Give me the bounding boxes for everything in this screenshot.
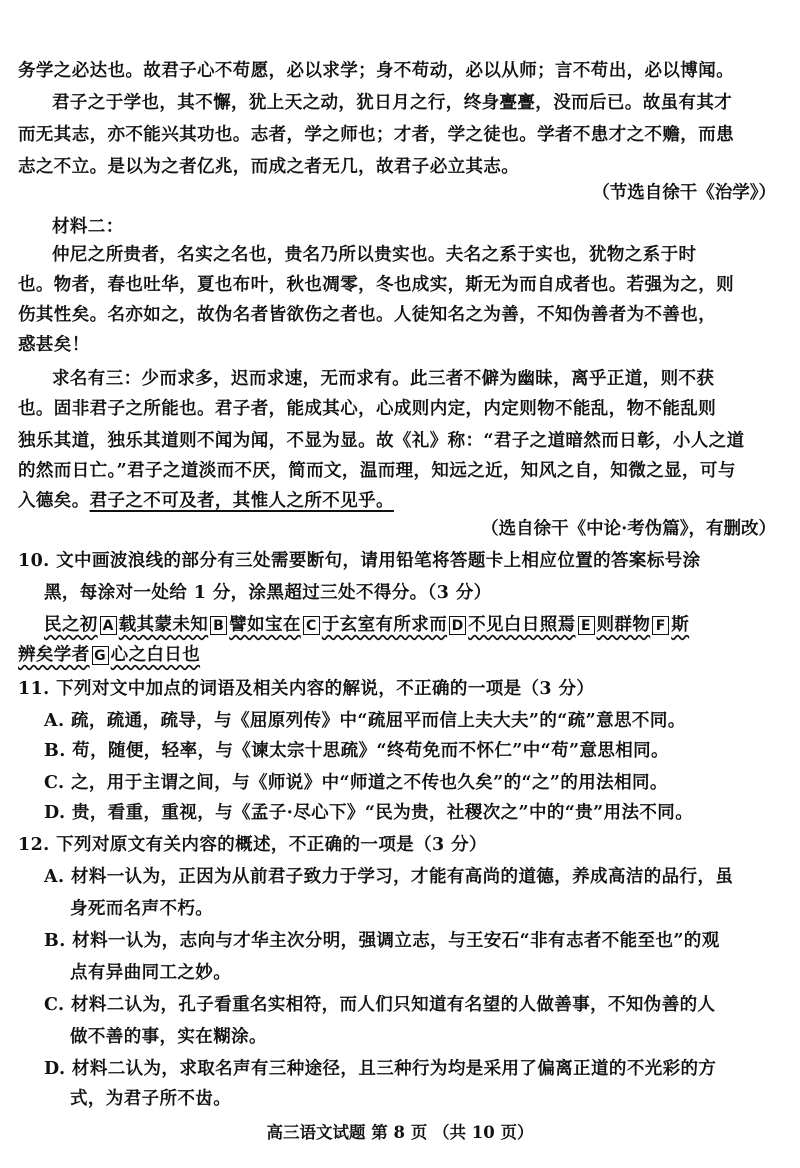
q10-text-segment: 譬如宝在 [229,615,301,635]
material2-paragraph-line [0,486,800,516]
q12-option-a: A. 材料一认为，正因为从前君子致力于学习，才能有高尚的道德，养成高洁的品行，虽 [44,867,734,887]
q12-option-d-cont: 式，为君子所不齿。 [70,1089,232,1109]
material2-paragraph-line: 也。物者，春也吐华，夏也布叶，秋也凋零，冬也成实，斯无为而自成者也。若强为之，则 [18,275,734,295]
q12-stem: 12. 下列对原文有关内容的概述，不正确的一项是（3 分） [18,835,487,855]
material2-paragraph-line: 的然而日亡。”君子之道淡而不厌，简而文，温而理，知远之近，知风之自，知微之显，可与 [18,461,736,481]
q10-break-marker-c: C [303,616,320,635]
q12-option-c: C. 材料二认为，孔子看重名实相符，而人们只知道有名望的人做善事，不知伪善的人 [44,995,716,1015]
q11-stem: 11. 下列对文中加点的词语及相关内容的解说，不正确的一项是（3 分） [18,679,595,699]
q12-option-b-cont: 点有异曲同工之妙。 [70,963,232,983]
q10-text-segment: 于玄室有所求而 [321,615,448,635]
q10-break-marker-e: E [578,616,595,635]
material1-paragraph-line: 君子之于学也，其不懈，犹上天之动，犹日月之行，终身亹亹，没而后已。故虽有其才 [52,93,733,113]
q10-text-segment: 不见白日照焉 [468,615,576,635]
material2-paragraph-line: 伤其性矣。名亦如之，故伪名者皆欲伤之者也。人徒知名之为善，不知伪善者为不善也， [18,305,717,325]
q12-option-a-cont: 身死而名声不朽。 [70,899,214,919]
q10-text-segment: 心之白日也 [110,645,201,665]
material2-paragraph-line: 惑甚矣！ [18,335,90,355]
q10-text-segment: 则群物 [596,615,651,635]
material2-paragraph-line: 求名有三：少而求多，迟而求速，无而求有。此三者不僻为幽昧，离乎正道，则不获 [52,369,715,389]
material2-paragraph-line: 也。固非君子之所能也。君子者，能成其心，心成则内定，内定则物不能乱，物不能乱则 [18,399,717,419]
q10-text-segment: 辨矣学者 [18,645,90,665]
material1-paragraph-line: 而无其志，亦不能兴其功也。志者，学之师也；才者，学之徒也。学者不患才之不赡，而患 [18,125,734,145]
q11-option-a: A. 疏，疏通，疏导，与《屈原列传》中“疏屈平而信上夫大夫”的“疏”意思不同。 [44,711,686,731]
q10-break-marker-b: B [210,616,227,635]
material2-paragraph-line: 仲尼之所贵者，名实之名也，贵名乃所以贵实也。夫名之系于实也，犹物之系于时 [52,245,697,265]
q10-sentence-line [0,610,800,640]
page-footer: 高三语文试题 第 8 页 （共 10 页） [266,1123,534,1142]
q11-option-d: D. 贵，看重，重视，与《孟子·尽心下》“民为贵，社稷次之”中的“贵”用法不同。 [44,803,694,823]
material1-paragraph-line: 志之不立。是以为之者亿兆，而成之者无几，故君子必立其志。 [18,157,520,177]
material2-underlined-sentence: 君子之不可及者，其惟人之所不见乎。 [89,491,394,511]
material2-paragraph-line: 独乐其道，独乐其道则不闻为闻，不显为显。故《礼》称：“君子之道暗然而日彰，小人之道 [18,431,745,451]
q10-stem: 黑，每涂对一处给 1 分，涂黑超过三处不得分。（3 分） [44,583,492,603]
material2-plain-text: 入德矣。 [18,491,90,511]
material1-line: 务学之必达也。故君子心不苟愿，必以求学；身不苟动，必以从师；言不苟出，必以博闻。 [18,61,734,81]
q12-option-d: D. 材料二认为，求取名声有三种途径，且三种行为均是采用了偏离正道的不光彩的方 [44,1059,717,1079]
material1-source: （节选自徐干《治学》） [592,183,776,203]
q10-text-segment: 民之初 [44,615,98,635]
q10-stem: 10. 文中画波浪线的部分有三处需要断句，请用铅笔将答题卡上相应位置的答案标号涂 [18,551,701,571]
q10-text-segment: 斯 [671,615,690,635]
q10-break-marker-d: D [449,616,466,635]
q10-break-marker-a: A [100,616,117,635]
q12-option-c-cont: 做不善的事，实在糊涂。 [70,1027,267,1047]
q10-break-marker-g: G [92,646,109,665]
material2-heading: 材料二： [52,217,124,237]
q12-option-b: B. 材料一认为，志向与才华主次分明，强调立志，与王安石“非有志者不能至也”的观 [44,931,720,951]
q11-option-b: B. 苟，随便，轻率，与《谏太宗十思疏》“终苟免而不怀仁”中“苟”意思相同。 [44,741,669,761]
q10-break-marker-f: F [652,616,669,635]
q10-text-segment: 载其蒙未知 [118,615,209,635]
q10-sentence-line [0,640,800,670]
material2-source: （选自徐干《中论·考伪篇》，有删改） [481,519,776,539]
q11-option-c: C. 之，用于主谓之间，与《师说》中“师道之不传也久矣”的“之”的用法相同。 [44,773,668,793]
